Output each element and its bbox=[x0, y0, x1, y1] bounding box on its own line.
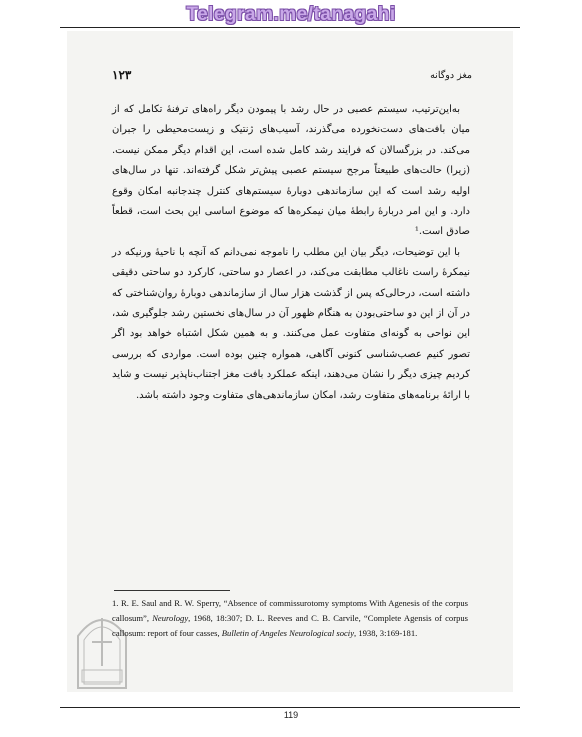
footnote-text-2: , 1968, 18:307; D. L. Reeves and C. B. Carvile, “Complete Agensis of corpus callosum: report of four casses, bbox=[112, 612, 469, 638]
footnote-text-1: R. E. Saul and R. W. Sperry, “Absence of commissurotomy symptoms With Agenesis of the corpus callosum”, bbox=[112, 598, 469, 623]
footnote bbox=[112, 596, 468, 640]
pdf-page-number: 119 bbox=[283, 710, 299, 720]
paragraph-1: به‌این‌ترتیب، سیستم عصبی در حال رشد با پیمودن دیگر راه‌های ترفنهٔ تکامل که از میان بافت‌های دست‌نخورده می‌گذرند، آسیب‌های ژنتیک و زیست‌محیطی را جبران می‌کند. در بزرگسالان که فرایند رشد کامل شده است، این اقدام دیگر ممکن نیست. (زیرا) حالت‌های طبیعتاً مرجح سیستم عصبی پیش‌تر شکل گرفته‌اند. تنها در سال‌های اولیه رشد است که این سازماندهی دوبارهٔ سیستم‌های کنترل چندجانبه امکان وقوع دارد. و این امر دربارهٔ رابطهٔ میان نیمکره‌ها که موضوع اساسی این بحث است، قطعاً صادق است.¹ bbox=[112, 104, 470, 238]
footnote-rule bbox=[114, 590, 230, 591]
footnote-journal-2: Bulletin of Angeles Neurological sociy bbox=[221, 627, 355, 638]
bottom-rule bbox=[60, 707, 520, 708]
watermark-text: Telegram.me/tanagahi bbox=[186, 4, 396, 25]
running-head bbox=[112, 70, 472, 84]
footnote-text-3: , 1938, 3:169-181. bbox=[354, 627, 418, 638]
top-rule bbox=[60, 27, 520, 28]
book-page-number: ۱۲۳ bbox=[112, 68, 132, 82]
paragraph-2: با این توضیحات، دیگر بیان این مطلب را ناموجه نمی‌دانم که آنچه با ناحیهٔ ورنیکه در نیمکرهٔ راست ناغالب مطابقت می‌کند، در اعصار دو ساحتی، کارکرد دو ساحتی دقیقی داشته است، درحالی‌که پس از گذشت هزار سال از سازماندهی دوبارهٔ روان‌شناختی که در آن از این دو ساحتی‌بودن به هنگام ظهور آن در سال‌های نخستین رشد جلوگیری شد، این نواحی به گونه‌ای متفاوت عمل می‌کنند. و به همین شکل اشتباه خواهد بود اگر تصور کنیم عصب‌شناسی کنونی آگاهی، همواره چنین بوده است. مواردی که بررسی کردیم چیزی دیگر را نشان می‌دهند، اینکه عملکرد بافت مغز اجتناب‌ناپذیر نیست و شاید با ارائهٔ برنامه‌های متفاوت رشد، امکان سازماندهی‌های متفاوت وجود داشته باشد. bbox=[112, 246, 470, 401]
footnote-journal-1: Neurology bbox=[152, 612, 189, 623]
body-text bbox=[112, 100, 470, 406]
footnote-number: 1. bbox=[112, 598, 119, 608]
book-title: مغز دوگانه bbox=[430, 70, 472, 81]
